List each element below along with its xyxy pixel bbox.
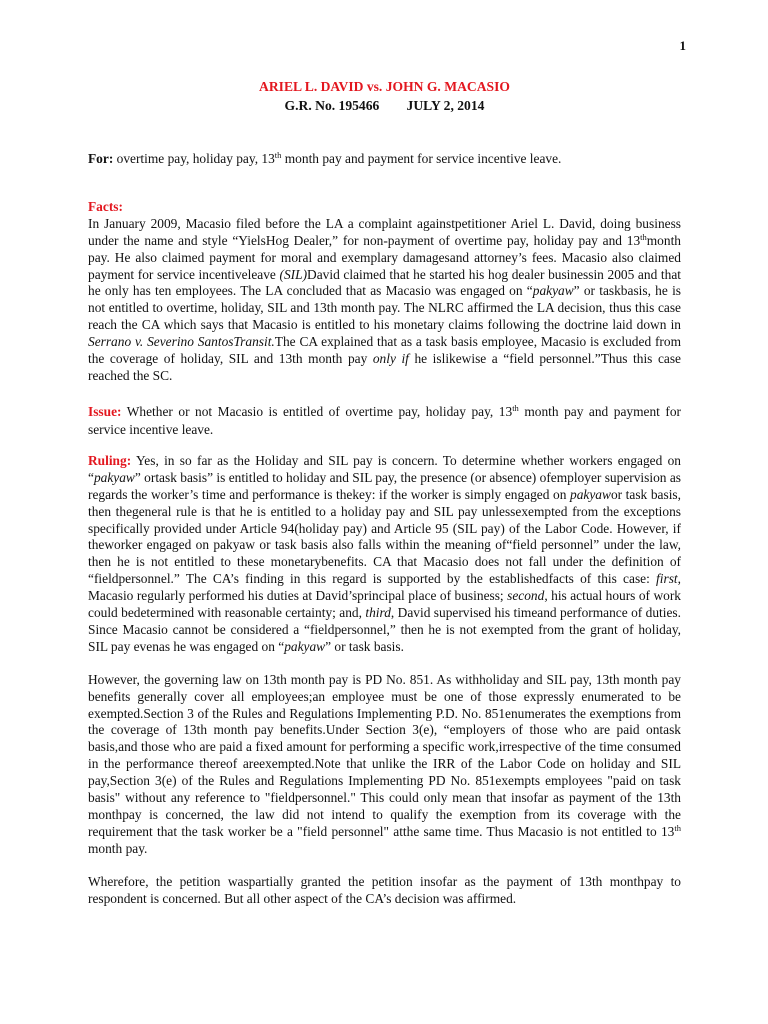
however-text: However, the governing law on 13th month pay is PD No. 851. As withholiday and SIL pay, 13th month pay benefits generally cover all employees;an employee must be one of those expressly enumerated to be exempted.Section 3 of the Rules and Regulations Implementing P.D. No. 851enumerates the exemptions from the coverage of 13th month pay benefits.Under Section 3(e), “employers of those who are paid ontask basis,and those who are paid a fixed amount for performing a specific work,irrespective of the time consumed in the performance thereof areexempted.Note that unlike the IRR of the Labor Code on holiday and SIL pay,Section 3(e) of the Rules and Regulations Implementing PD No. 851exempts employees "paid on task basis" without any reference to "fieldpersonnel." This could only mean that insofar as payment of the 13th monthpay is concerned, the law did not intend to qualify the exemption from its coverage with the requirement that the task worker be a "field personnel" atthe same time. Thus Macasio is not entitled to 13 bbox=[88, 671, 681, 839]
superscript: th bbox=[640, 231, 647, 242]
ruling-italic: pakyaw bbox=[570, 486, 611, 502]
ruling-italic: second bbox=[507, 588, 545, 604]
however-paragraph bbox=[88, 672, 681, 858]
ruling-text: ” ortask basis” is entitled to holiday and SIL pay, the presence (or absence) ofemployer supervision as regards the worker’s time and performance is thekey: if the worker is simply engaged on bbox=[88, 469, 681, 502]
facts-text: he islikewise a “field personnel.”Thus this case reached the SC. bbox=[88, 351, 681, 383]
ruling-text: , David supervised his timeand performance of duties. Since Macasio cannot be considered a “fieldpersonnel,” then he is not exempted from the grant of holiday, SIL pay evenas he was engaged on “ bbox=[88, 605, 681, 654]
facts-text: month pay. He also claimed payment for moral and exemplary damagesand attorney’s fees. Macasio also claimed payment for service incentiveleave bbox=[88, 232, 681, 282]
gr-number: G.R. No. 195466 bbox=[284, 98, 380, 113]
facts-text: ” or taskbasis, he is not entitled to overtime, holiday, SIL and 13th month pay. The NLRC affirmed the LA decision, thus this case reach the CA which says that Macasio is entitled to his monetary claims following the doctrine laid down in bbox=[88, 283, 681, 333]
ruling-text: ” or task basis. bbox=[325, 638, 404, 654]
superscript: th bbox=[274, 150, 282, 160]
ruling-heading: Ruling: bbox=[88, 452, 132, 468]
ruling-italic: pakyaw bbox=[284, 638, 326, 654]
facts-heading: Facts: bbox=[88, 198, 123, 214]
ruling-text: Yes, in so far as the Holiday and SIL pay is concern. To determine whether workers engaged on “ bbox=[88, 452, 681, 485]
document-body bbox=[88, 70, 681, 908]
ruling-text: or task basis, then thegeneral rule is that he is entitled to a holiday pay and SIL pay unlessexempted from the exceptions specifically provided under Article 94(holiday pay) and Article 95 (SIL pay) of the Labor Code. However, if theworker engaged on pakyaw or task basis also falls within the meaning of“field personnel” under the law, then he is not entitled to these monetarybenefits. CA that Macasio does not fall under the definition of “fieldpersonnel.” The CA’s finding in this regard is supported by the establishedfacts of this case: bbox=[88, 486, 681, 587]
ruling-italic: pakyaw bbox=[93, 469, 135, 485]
ruling-paragraph bbox=[88, 453, 681, 656]
page-number: 1 bbox=[679, 38, 686, 53]
for-text-end: month pay and payment for service incentive leave. bbox=[281, 151, 562, 166]
ruling-text: , his actual hours of work could bedetermined with reasonable certainty; and, bbox=[88, 588, 681, 621]
wherefore-paragraph: Wherefore, the petition waspartially granted the petition insofar as the payment of 13th monthpay to respondent is concerned. But all other aspect of the CA’s decision was affirmed. bbox=[88, 873, 681, 906]
ruling-text: , Macasio regularly performed his duties at David’sprincipal place of business; bbox=[88, 571, 681, 604]
facts-paragraph bbox=[88, 216, 681, 385]
superscript: th bbox=[512, 402, 519, 413]
however-text-end: month pay. bbox=[88, 840, 148, 856]
facts-italic: pakyaw bbox=[532, 283, 574, 299]
facts-italic: only if bbox=[372, 351, 409, 367]
for-line bbox=[88, 151, 681, 168]
ruling-italic: third bbox=[365, 605, 391, 621]
for-text: overtime pay, holiday pay, 13 bbox=[113, 151, 275, 166]
superscript: th bbox=[674, 822, 681, 833]
issue-text-end: month pay and payment for service incentive leave. bbox=[88, 403, 682, 438]
decision-date: JULY 2, 2014 bbox=[406, 98, 485, 113]
issue-heading: Issue: bbox=[88, 403, 122, 419]
case-citation bbox=[88, 97, 681, 115]
facts-italic: (SIL) bbox=[279, 266, 308, 282]
facts-text: The CA explained that as a task basis employee, Macasio is excluded from the coverage of holiday, SIL and 13th month pay bbox=[88, 334, 681, 367]
ruling-italic: first bbox=[656, 571, 678, 587]
facts-text: In January 2009, Macasio filed before the LA a complaint againstpetitioner Ariel L. David, doing business under the name and style “YielsHog Dealer,” for non-payment of overtime pay, holiday pay and 13 bbox=[88, 215, 681, 248]
for-label: For: bbox=[88, 151, 114, 166]
facts-text: David claimed that he started his hog dealer businessin 2005 and that he only has ten employees. The LA concluded that as Macasio was engaged on “ bbox=[88, 266, 681, 299]
case-title: ARIEL L. DAVID vs. JOHN G. MACASIO bbox=[259, 79, 510, 94]
issue-paragraph bbox=[88, 403, 681, 440]
case-citation-italic: Serrano v. Severino SantosTransit. bbox=[88, 334, 275, 350]
issue-text: Whether or not Macasio is entitled of overtime pay, holiday pay, 13 bbox=[121, 403, 513, 419]
